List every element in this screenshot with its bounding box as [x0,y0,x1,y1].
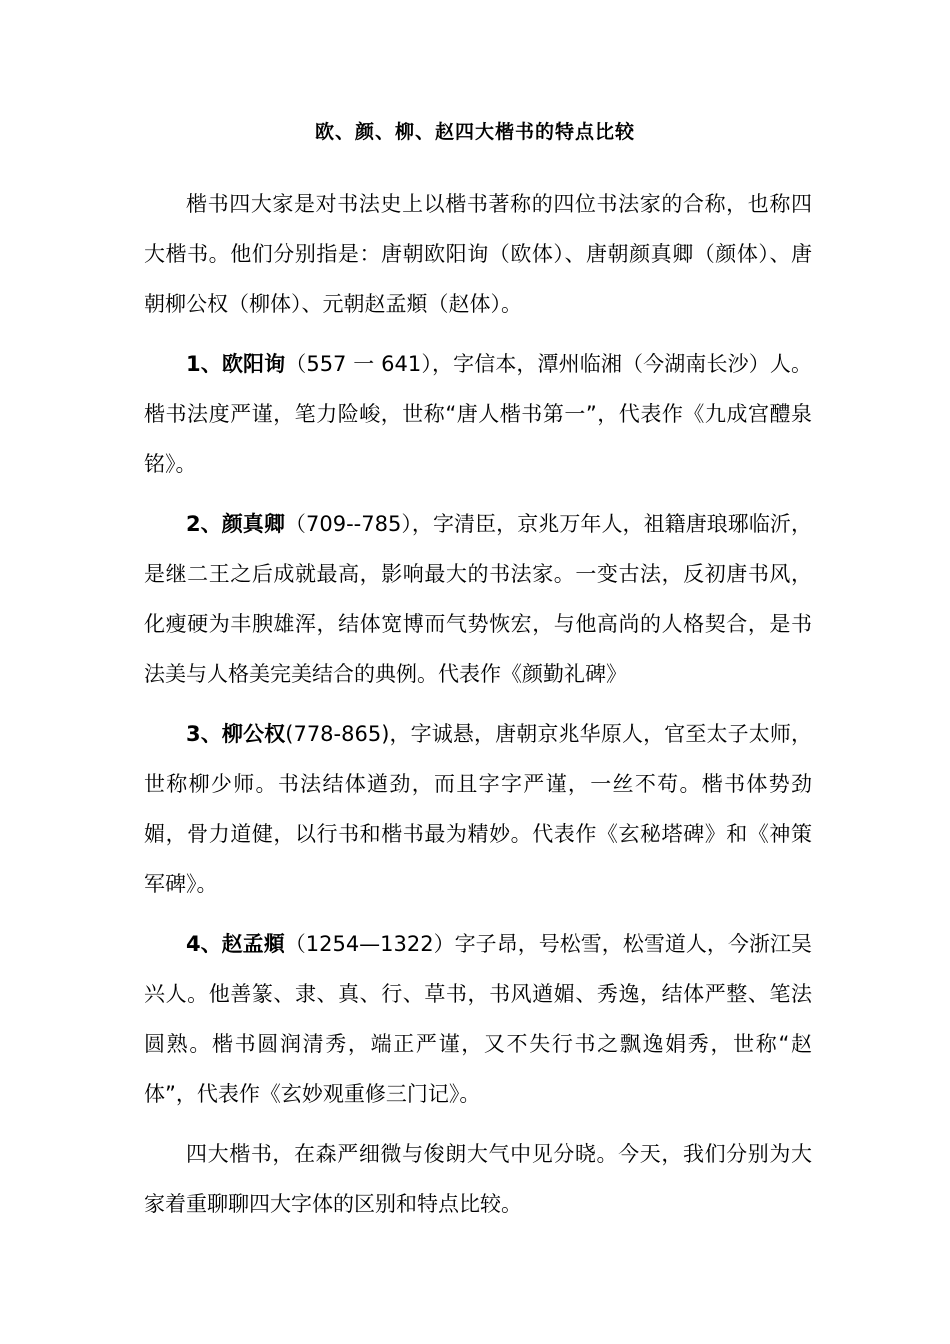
calligrapher-description: (778-865)，字诚悬，唐朝京兆华原人，官至太子太师，世称柳少师。书法结体遒劲，而且字字严谨，一丝不苟。楷书体势劲媚，骨力道健，以行书和楷书最为精妙。代表作《玄秘塔碑》和《神策军碑》。 [144,722,812,896]
calligrapher-paragraph-zhao-mengfu [144,919,812,1119]
calligrapher-description: （709--785），字清臣，京兆万年人，祖籍唐琅琊临沂，是继二王之后成就最高，影响最大的书法家。一变古法，反初唐书风，化瘦硬为丰腴雄浑，结体宽博而气势恢宏，与他高尚的人格契合，是书法美与人格美完美结合的典例。代表作《颜勤礼碑》 [144,512,812,686]
calligrapher-name: 2、颜真卿 [186,512,285,536]
calligrapher-paragraph-liu-gongquan [144,709,812,909]
document-title: 欧、颜、柳、赵四大楷书的特点比较 [314,121,635,143]
calligrapher-name: 1、欧阳询 [186,352,286,376]
calligrapher-description: （557 一 641），字信本，潭州临湘（今湖南长沙）人。楷书法度严谨，笔力险峻，世称“唐人楷书第一”，代表作《九成宫醴泉铭》。 [144,352,812,476]
calligrapher-paragraph-yan-zhenqing [144,499,812,699]
calligrapher-name: 3、柳公权 [186,722,286,746]
calligrapher-paragraph-ouyang-xun [144,339,812,489]
calligrapher-description: （1254—1322）字子昂，号松雪，松雪道人，今浙江吴兴人。他善篆、隶、真、行、草书，书风遒媚、秀逸，结体严整、笔法圆熟。楷书圆润清秀，端正严谨，又不失行书之飘逸娟秀，世称“赵体”，代表作《玄妙观重修三门记》。 [144,932,812,1106]
intro-paragraph: 楷书四大家是对书法史上以楷书著称的四位书法家的合称，也称四大楷书。他们分别指是：唐朝欧阳询（欧体）、唐朝颜真卿（颜体）、唐朝柳公权（柳体）、元朝赵孟頫（赵体）。 [144,192,812,316]
calligrapher-name: 4、赵孟頫 [186,932,285,956]
conclusion-paragraph: 四大楷书，在森严细微与俊朗大气中见分晓。今天，我们分别为大家着重聊聊四大字体的区别和特点比较。 [144,1142,812,1216]
